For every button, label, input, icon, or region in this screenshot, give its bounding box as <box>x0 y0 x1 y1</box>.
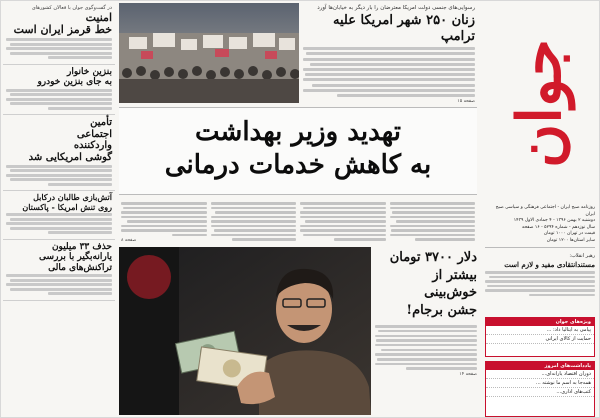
right-story-title: مستند‌انتقادی مفید و لازم است <box>504 260 595 269</box>
right-box-2-item[interactable]: همه‌جا به اسم ما نوشته ... <box>486 379 594 388</box>
left-news-kicker: در گفت‌وگوی جوان با فعالان کشورهای <box>31 5 112 11</box>
left-news-item[interactable] <box>3 3 115 65</box>
pub-info-line: دوشنبه ۲ بهمن ۱۳۹۶ - ۴ جمادی الاول ۱۴۳۹ <box>513 218 595 224</box>
pub-info-line: سایر استان‌ها ۱۲۰۰ تومان <box>546 237 595 243</box>
left-news-item[interactable] <box>3 65 115 116</box>
lead-col <box>300 200 386 240</box>
left-news-text <box>6 213 112 234</box>
top-story-title: زنان ۲۵۰ شهر امریکا علیه ترامپ <box>333 13 475 44</box>
left-news-text <box>6 165 112 186</box>
right-story <box>485 253 595 298</box>
right-story-kicker: رهبر انقلاب: <box>569 253 595 259</box>
right-box <box>485 317 595 357</box>
pub-info-line: روزنامه صبح ایران - اجتماعی فرهنگی و سیاسی صبح ایران <box>495 205 595 217</box>
crowd-illustration <box>119 33 299 103</box>
lead-col <box>211 200 297 240</box>
right-box-2-item[interactable]: کتب‌های اداری... <box>486 388 594 397</box>
man-with-dollar-photo <box>119 247 371 415</box>
right-story-text <box>485 271 595 296</box>
top-story <box>303 5 475 104</box>
left-news-title: آتش‌بازی طالبان درکابل روی تنش امریکا - پاکستان <box>22 192 112 212</box>
top-story-text <box>303 47 475 97</box>
left-news-title: حذف ۳۳ میلیون یارانه‌بگیر با بررسی تراکنش‌های مالی <box>39 241 112 273</box>
left-news-title: بنزین خانوار به جای بنزین خودرو <box>37 66 112 88</box>
right-column <box>481 3 599 417</box>
main-headline-area <box>119 107 477 195</box>
right-box-2-item[interactable]: دوران اقتصاد یارانه‌ای... <box>486 370 594 379</box>
masthead <box>481 3 599 203</box>
right-box-label: ویژه‌های جوان <box>486 318 594 326</box>
left-news-text <box>6 89 112 110</box>
left-news-item[interactable] <box>3 240 115 301</box>
top-story-ref: صفحه ۱۵ <box>457 99 475 105</box>
side-story-ref: صفحه ۱۴ <box>459 372 477 378</box>
pub-info-line: سال نوزدهم - شماره ۵۲۹۴ - ۱۶ صفحه <box>521 224 595 230</box>
newspaper-logo: جوان <box>505 38 575 168</box>
side-story <box>375 249 477 415</box>
left-news-item[interactable] <box>3 115 115 191</box>
protest-photo <box>119 3 299 103</box>
right-box-2-label: یادداشت‌های امروز <box>486 362 594 370</box>
left-news-title: تأمین اجتماعی واردکننده گوشی امریکایی شد <box>28 117 112 163</box>
pub-info-line: قیمت در تهران ۱۰۰۰ تومان <box>543 231 595 237</box>
lead-ref: صفحه ۸ <box>121 238 137 243</box>
publication-info <box>485 205 595 248</box>
left-news-item[interactable] <box>3 191 115 239</box>
side-story-title: دلار ۳۷۰۰ تومان بیشتر از خوش‌بینی جشن برجام! <box>389 250 477 318</box>
right-box-item[interactable]: حمایت از کالای ایرانی <box>486 335 594 344</box>
left-news-column <box>3 3 115 417</box>
left-news-text <box>6 38 112 59</box>
right-box-item[interactable]: پیامی به ایتالیا داد: ... <box>486 326 594 335</box>
center-area <box>119 3 477 417</box>
main-headline: تهدید وزیر بهداشت به کاهش خدمات درمانی <box>164 117 432 180</box>
side-story-text <box>375 325 477 370</box>
lead-col <box>121 200 207 243</box>
lead-text-columns <box>119 197 477 243</box>
lead-col <box>390 200 476 240</box>
left-news-text <box>6 274 112 295</box>
left-news-title: امنیت خط قرمز ایران است <box>13 10 112 37</box>
top-story-kicker: رسوایی‌های جنسی دولت امریکا معترضان را بار دیگر به خیابان‌ها آورد <box>317 5 475 11</box>
right-box-2 <box>485 361 595 417</box>
man-illustration <box>119 247 371 415</box>
